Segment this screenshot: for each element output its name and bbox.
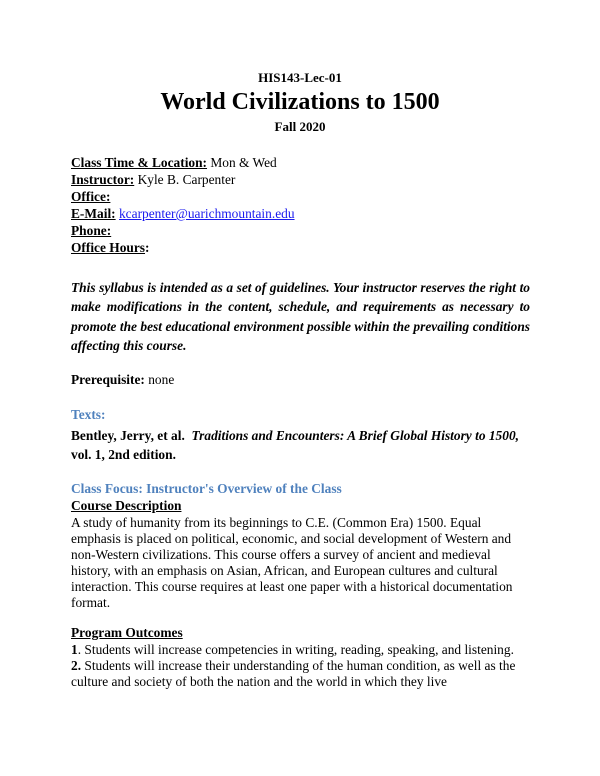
- texts-heading: Texts:: [71, 407, 106, 422]
- course-description-line: A study of humanity from its beginnings to C.E. (Common Era) 1500. Equal: [71, 515, 482, 530]
- class-time-label: Class Time & Location:: [71, 155, 208, 170]
- textbook-authors: Bentley, Jerry, et al.: [71, 428, 185, 443]
- course-description-line: interaction. This course requires at least one paper with a historical documentation: [71, 579, 513, 594]
- phone-row: [71, 223, 541, 240]
- course-description-line: history, with an emphasis on Asian, African, and European cultures and cultural: [71, 563, 498, 578]
- class-focus-heading: Class Focus: Instructor's Overview of the Class: [71, 481, 342, 496]
- office-hours-colon: :: [145, 240, 150, 255]
- term: Fall 2020: [274, 119, 326, 134]
- outcome-continuation: culture and society of both the nation and the world in which they live: [71, 674, 447, 689]
- office-hours-row: [71, 240, 541, 257]
- program-outcomes-heading: Program Outcomes: [71, 625, 183, 640]
- instructor-value: Kyle B. Carpenter: [134, 172, 236, 187]
- textbook-title: Traditions and Encounters: A Brief Global History to 1500,: [191, 428, 519, 443]
- class-time-value: Mon & Wed: [207, 155, 277, 170]
- outcome-text: Students will increase their understanding of the human condition, as well as the: [81, 658, 516, 673]
- course-description-line: format.: [71, 595, 111, 610]
- course-description-line: non-Western civilizations. This course offers a survey of ancient and medieval: [71, 547, 491, 562]
- syllabus-disclaimer: This syllabus is intended as a set of guidelines. Your instructor reserves the right to make modifications in the content, schedule, and requirements as necessary to promote the best educational environment possible within the prevailing conditions affecting this course.: [71, 280, 530, 353]
- textbook-citation: [71, 426, 530, 464]
- prerequisite-label: Prerequisite:: [71, 372, 145, 387]
- course-description-line: emphasis is placed on political, economic, and social development of Western and: [71, 531, 512, 546]
- outcome-text: . Students will increase competencies in writing, reading, speaking, and listening.: [77, 642, 514, 657]
- course-info: [71, 155, 541, 257]
- course-code: HIS143-Lec-01: [258, 70, 342, 85]
- office-hours-label: Office Hours: [71, 240, 146, 255]
- outcome-number: 1: [71, 642, 78, 657]
- page-title: World Civilizations to 1500: [160, 89, 440, 115]
- email-label: E-Mail:: [71, 206, 116, 221]
- email-row: [71, 206, 541, 223]
- program-outcomes-list: [71, 642, 541, 690]
- office-row: [71, 189, 541, 206]
- textbook-edition: vol. 1, 2nd edition.: [71, 447, 176, 462]
- office-label: Office:: [71, 189, 111, 204]
- list-item: [71, 658, 541, 674]
- phone-label: Phone:: [71, 223, 112, 238]
- instructor-label: Instructor:: [71, 172, 135, 187]
- email-link[interactable]: kcarpenter@uarichmountain.edu: [118, 206, 295, 221]
- course-description-heading: Course Description: [71, 498, 182, 513]
- prerequisite-value: none: [144, 372, 175, 387]
- course-description: [71, 515, 541, 611]
- list-item: [71, 642, 541, 658]
- class-time-row: [71, 155, 541, 172]
- outcome-number: 2.: [71, 658, 82, 673]
- instructor-row: [71, 172, 541, 189]
- prerequisite: [71, 372, 530, 388]
